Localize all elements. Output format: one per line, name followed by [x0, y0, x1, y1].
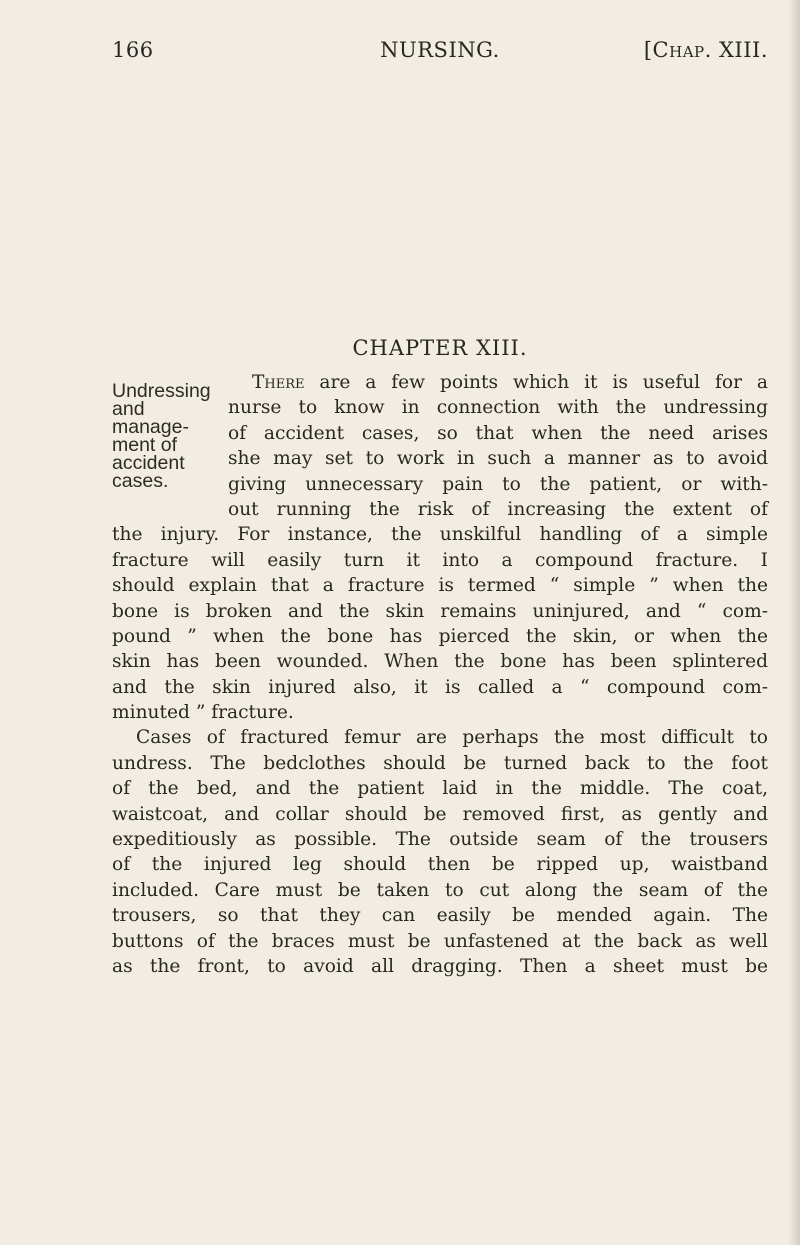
drop-word: There [252, 372, 305, 393]
text-line: waistcoat, and collar should be removed first, as gently and [112, 803, 768, 825]
text-line: skin has been wounded. When the bone has been splintered [112, 651, 768, 673]
margin-note-line: and [112, 398, 145, 420]
text-line: included. Care must be taken to cut along the seam of the [112, 879, 768, 901]
chapter-title: CHAPTER XIII. [352, 336, 528, 360]
text-line: pound ” when the bone has pierced the skin, or when the [112, 625, 768, 647]
margin-note-line: ment of [112, 434, 178, 456]
text-line: Cases of fractured femur are perhaps the most difficult to [136, 727, 768, 749]
page-edge-shadow [788, 0, 800, 1245]
text-line: of the bed, and the patient laid in the middle. The coat, [112, 778, 768, 800]
text-line: and the skin injured also, it is called a “ compound com- [112, 676, 768, 698]
text-line: minuted ” fracture. [112, 702, 294, 724]
margin-note-line: cases. [112, 470, 169, 492]
text-line: of the injured leg should then be ripped up, waistband [112, 854, 768, 876]
margin-note-line: Undressing [112, 380, 211, 402]
text-line: undress. The bedclothes should be turned back to the foot [112, 752, 768, 774]
text-line: expeditiously as possible. The outside seam of the trousers [112, 829, 768, 851]
text-line: of accident cases, so that when the need arises [228, 422, 768, 444]
text-line: giving unnecessary pain to the patient, or with- [228, 473, 768, 495]
running-header [112, 30, 768, 70]
text-line: buttons of the braces must be unfastened at the back as well [112, 930, 768, 952]
margin-note-line: accident [112, 452, 185, 474]
text-line: the injury. For instance, the unskilful handling of a simple [112, 524, 768, 546]
text-fragment: are a few points which it is useful for a [304, 372, 768, 393]
text-line: as the front, to avoid all dragging. Then a sheet must be [112, 955, 768, 977]
running-title: NURSING. [380, 38, 500, 62]
text-line: trousers, so that they can easily be mended again. The [112, 905, 768, 927]
text-line: should explain that a fracture is termed “ simple ” when the [112, 575, 768, 597]
text-line: fracture will easily turn it into a compound fracture. I [112, 549, 768, 571]
body-text [112, 370, 768, 979]
text-line: she may set to work in such a manner as to avoid [228, 448, 768, 470]
chapter-reference: [Chap. XIII. [643, 38, 768, 62]
text-line [112, 370, 768, 395]
text-line: nurse to know in connection with the undressing [228, 397, 768, 419]
text-line: bone is broken and the skin remains uninjured, and “ com- [112, 600, 768, 622]
text-line: out running the risk of increasing the extent of [228, 498, 768, 520]
margin-note-line: manage- [112, 416, 189, 438]
page-number: 166 [112, 38, 154, 62]
